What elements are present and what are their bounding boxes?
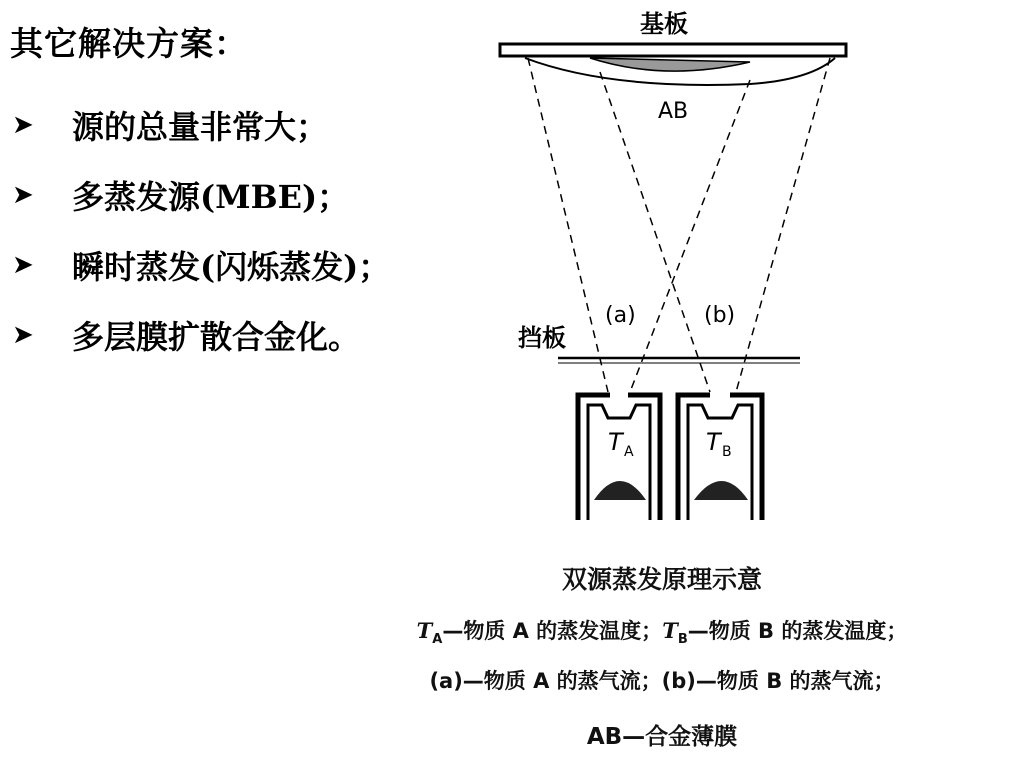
substrate-label: 基板 (640, 10, 688, 38)
bullet-text: 源的总量非常大； (72, 108, 329, 146)
dual-source-evaporation-diagram (490, 0, 850, 540)
shutter-label: 挡板 (518, 324, 566, 352)
figure-caption-line-1 (300, 615, 1024, 647)
caption-ta-text: —物质 A 的蒸发温度； (442, 619, 663, 643)
source-b-temp-sub: B (722, 444, 732, 460)
film-label: AB (658, 99, 689, 124)
caption-tb-text: —物质 B 的蒸发温度； (687, 619, 908, 643)
source-a-temp-label: T (608, 428, 623, 456)
bullet-item (12, 90, 390, 160)
flux-a-label: (a) (605, 303, 636, 328)
bullet-list (12, 90, 390, 370)
caption-ta-symbol: T (416, 618, 433, 643)
source-b-temp-label: T (706, 428, 721, 456)
substrate-plate (500, 44, 846, 56)
flux-b-left (600, 72, 710, 392)
caption-tb-sub: B (677, 632, 688, 648)
figure-caption-line-2: (a)—物质 A 的蒸气流；(b)—物质 B 的蒸气流； (429, 669, 895, 693)
arrow-bullet-icon: ➤ (12, 180, 34, 210)
bullet-item (12, 230, 390, 300)
source-a-temp-sub: A (624, 444, 634, 460)
flux-b-label: (b) (704, 303, 736, 328)
bullet-item (12, 160, 390, 230)
flux-a-right (630, 80, 750, 392)
source-a-crucible (578, 395, 660, 520)
caption-ta-sub: A (432, 632, 443, 648)
arrow-bullet-icon: ➤ (12, 320, 34, 350)
film-deposit (590, 58, 750, 71)
bullet-item (12, 300, 390, 370)
arrow-bullet-icon: ➤ (12, 250, 34, 280)
bullet-text: 多层膜扩散合金化。 (72, 318, 361, 356)
arrow-bullet-icon: ➤ (12, 110, 34, 140)
bullet-text: 多蒸发源(MBE)； (72, 178, 350, 216)
figure-caption-title: 双源蒸发原理示意 (561, 565, 762, 594)
source-b-crucible (678, 395, 762, 520)
caption-tb-symbol: T (662, 618, 678, 643)
slide-heading: 其它解决方案： (10, 24, 248, 63)
flux-b-right (736, 58, 830, 392)
bullet-text: 瞬时蒸发(闪烁蒸发)； (72, 248, 391, 286)
figure-caption-line-3: AB—合金薄膜 (586, 724, 738, 750)
